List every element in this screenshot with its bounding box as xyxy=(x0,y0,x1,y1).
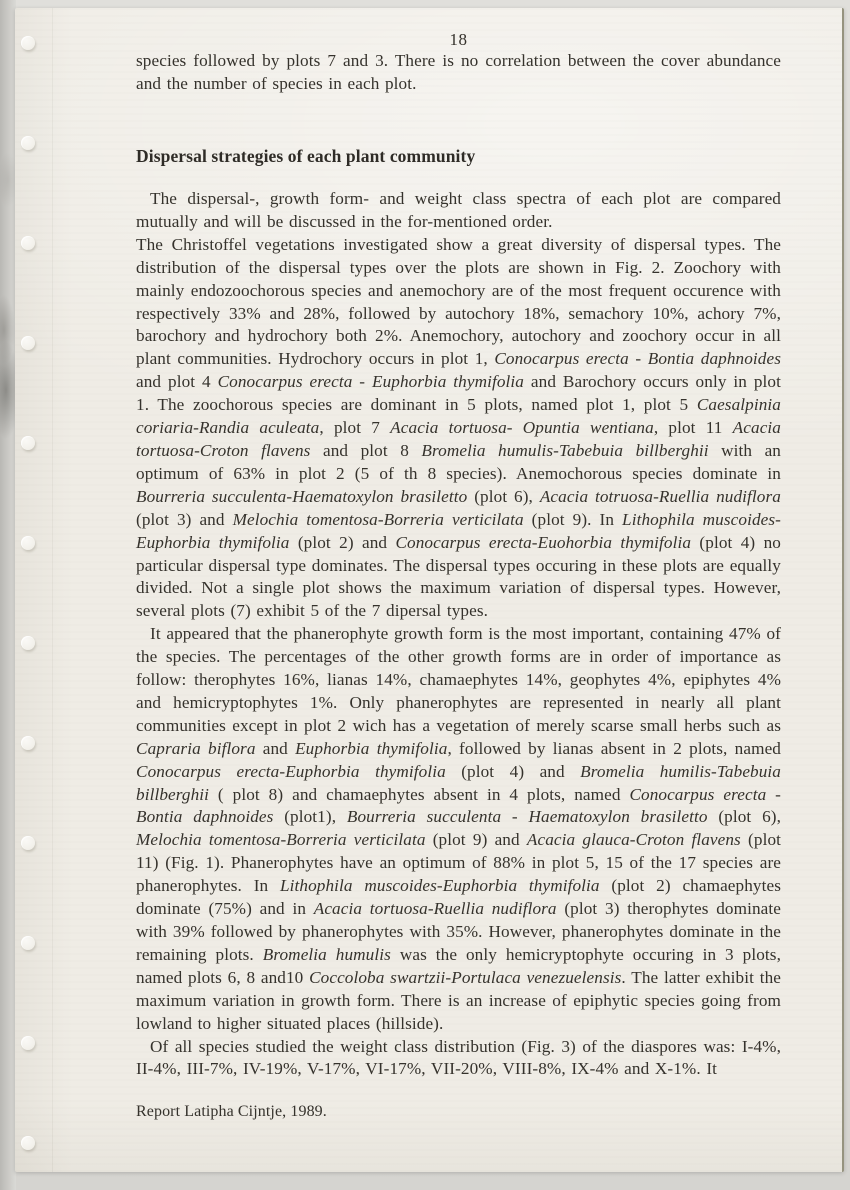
species-name-italic: Lithophila muscoides-Euphorbia thymifolia xyxy=(136,509,781,552)
species-name-italic: Acacia glauca-Croton flavens xyxy=(526,830,741,850)
paragraph-text: (plot1), xyxy=(273,807,347,827)
species-name-italic: Coccoloba swartzii-Portulaca venezuelensis xyxy=(309,967,622,987)
species-name-italic: Melochia tomentosa-Borreria verticilata xyxy=(136,830,426,850)
paragraph-text: (plot 6), xyxy=(707,807,781,827)
paragraph-text: and xyxy=(255,738,296,758)
binder-hole xyxy=(21,636,35,650)
species-name-italic: Conocarpus erecta - Euphorbia thymifolia xyxy=(217,372,525,392)
species-name-italic: Bromelia humilis-Tabebuia billberghii xyxy=(136,761,781,804)
binder-hole xyxy=(21,936,35,950)
paragraph-text: , plot 7 xyxy=(319,418,391,438)
paragraph-text: It appeared that the phanerophyte growth form is the most important, containing 47% of the species. The percentages of the other growth forms are in order of importance as follow: therophytes 16%, lianas 14%, chamaephytes 14%, geophytes 4%, epiphytes 4% and hemicryptophytes 1%. Only phanerophytes are represented in nearly all plant communities except in plot 2 wich has a vegetation of merely scarse small herbs such as xyxy=(136,624,781,735)
paragraph-text: (plot 9) and xyxy=(425,830,527,850)
species-name-italic: Acacia tortuosa-Ruellia nudiflora xyxy=(313,899,557,919)
species-name-italic: Lithophila muscoides-Euphorbia thymifolia xyxy=(280,876,600,896)
intro-paragraph-block xyxy=(136,50,781,96)
paragraph-text: (plot 11) (Fig. 1). Phanerophytes have an optimum of 88% in plot 5, 15 of the 17 species are phanerophytes. In xyxy=(136,830,782,896)
binder-hole xyxy=(21,36,35,50)
paragraph-text: (plot 2) and xyxy=(289,532,396,552)
paragraph-text: . The latter exhibit the maximum variation in growth form. There is an increase of epiphytic species going from lowland to higher situated places (hillside). xyxy=(136,967,781,1033)
species-name-italic: Bourreria succulenta-Haematoxylon brasiletto xyxy=(136,486,468,506)
document-page xyxy=(15,8,844,1172)
binding-crease xyxy=(52,8,53,1172)
binder-hole xyxy=(21,436,35,450)
paragraph xyxy=(136,50,781,96)
paragraph-text: and Barochory occurs only in plot 1. The zoochorous species are dominant in 5 plots, named plot 1, plot 5 xyxy=(136,372,781,415)
binder-hole xyxy=(21,536,35,550)
paragraph xyxy=(136,234,781,623)
body-paragraphs xyxy=(136,188,781,1081)
paragraph-text: and plot 8 xyxy=(310,440,422,460)
paragraph-text: , plot 11 xyxy=(653,418,733,438)
species-name-italic: Conocarpus erecta-Euphorbia thymifolia xyxy=(136,761,446,781)
section-heading: Dispersal strategies of each plant community xyxy=(136,146,476,166)
species-name-italic: Melochia tomentosa-Borreria verticilata xyxy=(232,509,524,529)
paragraph-text: (plot 4) no particular dispersal type dominates. The dispersal types occuring in these plots are equally divided. Not a single plot shows the maximum variation of dispersal types. However, several plots (7) exhibit 5 of the 7 dipersal types. xyxy=(136,532,781,621)
paragraph-text: (plot 3) and xyxy=(136,509,233,529)
paragraph-text: (plot 2) chamaephytes dominate (75%) and in xyxy=(136,876,781,919)
species-name-italic: Euphorbia thymifolia xyxy=(295,738,448,758)
binder-hole xyxy=(21,836,35,850)
paragraph-text: species followed by plots 7 and 3. There is no correlation between the cover abundance and the number of species in each plot. xyxy=(136,51,781,93)
paragraph xyxy=(136,623,781,1035)
paragraph-text: Of all species studied the weight class distribution (Fig. 3) of the diaspores was: I-4%, II-4%, III-7%, IV-19%, V-17%, VI-17%, VII-20%, VIII-8%, IX-4% and X-1%. It xyxy=(136,1036,781,1079)
species-name-italic: Bromelia humulis-Tabebuia billberghii xyxy=(421,440,709,460)
paragraph-text: (plot 4) and xyxy=(445,761,581,781)
paragraph-text: was the only hemicryptophyte occuring in 3 plots, named plots 6, 8 and10 xyxy=(136,944,781,987)
paragraph-text: and plot 4 xyxy=(136,372,218,392)
paragraph xyxy=(136,1036,781,1082)
scanner-edge-shadow xyxy=(0,0,16,1190)
binder-hole xyxy=(21,1136,35,1150)
paragraph xyxy=(136,188,781,234)
binder-hole xyxy=(21,1036,35,1050)
species-name-italic: Bourreria succulenta - Haematoxylon brasiletto xyxy=(346,807,708,827)
binder-hole xyxy=(21,236,35,250)
footer-note: Report Latipha Cijntje, 1989. xyxy=(136,1103,327,1120)
paragraph-text: The dispersal-, growth form- and weight class spectra of each plot are compared mutually and will be discussed in the for-mentioned order. xyxy=(136,189,781,231)
binder-holes xyxy=(15,8,43,1172)
paragraph-text: , followed by lianas absent in 2 plots, named xyxy=(447,738,781,758)
species-name-italic: Bromelia humulis xyxy=(262,944,391,964)
binder-hole xyxy=(21,336,35,350)
species-name-italic: Acacia tortuosa- Opuntia wentiana xyxy=(390,418,654,438)
paragraph-text: (plot 9). In xyxy=(523,509,623,529)
binder-hole xyxy=(21,136,35,150)
binder-hole xyxy=(21,736,35,750)
paragraph-text: ( plot 8) and chamaephytes absent in 4 plots, named xyxy=(209,784,630,804)
species-name-italic: Conocarpus erecta - Bontia daphnoides xyxy=(136,784,781,827)
species-name-italic: Acacia totruosa-Ruellia nudiflora xyxy=(539,486,781,506)
page-number: 18 xyxy=(449,30,468,49)
species-name-italic: Conocarpus erecta-Euohorbia thymifolia xyxy=(395,532,692,552)
species-name-italic: Conocarpus erecta - Bontia daphnoides xyxy=(494,349,782,369)
paragraph-text: (plot 6), xyxy=(467,486,540,506)
species-name-italic: Caesalpinia coriaria-Randia aculeata xyxy=(136,395,781,438)
page-content xyxy=(136,8,781,1172)
species-name-italic: Capraria biflora xyxy=(136,738,256,758)
species-name-italic: Acacia tortuosa-Croton flavens xyxy=(136,418,781,460)
paragraph-text: with an optimum of 63% in plot 2 (5 of th 8 species). Anemochorous species dominate in xyxy=(136,440,781,483)
paragraph-text: The Christoffel vegetations investigated show a great diversity of dispersal types. The distribution of the dispersal types over the plots are shown in Fig. 2. Zoochory with mainly endozoochorous species and anemochory are of the most frequent occurence with respectively 33% and 28%, followed by autochory 18%, semachory 10%, achory 7%, barochory and hydrochory both 2%. Anemochory, autochory and zoochory occur in all plant communities. Hydrochory occurs in plot 1, xyxy=(136,234,781,369)
paragraph-text: (plot 3) therophytes dominate with 39% followed by phanerophytes with 35%. However, phanerophytes dominate in the remaining plots. xyxy=(136,899,781,964)
